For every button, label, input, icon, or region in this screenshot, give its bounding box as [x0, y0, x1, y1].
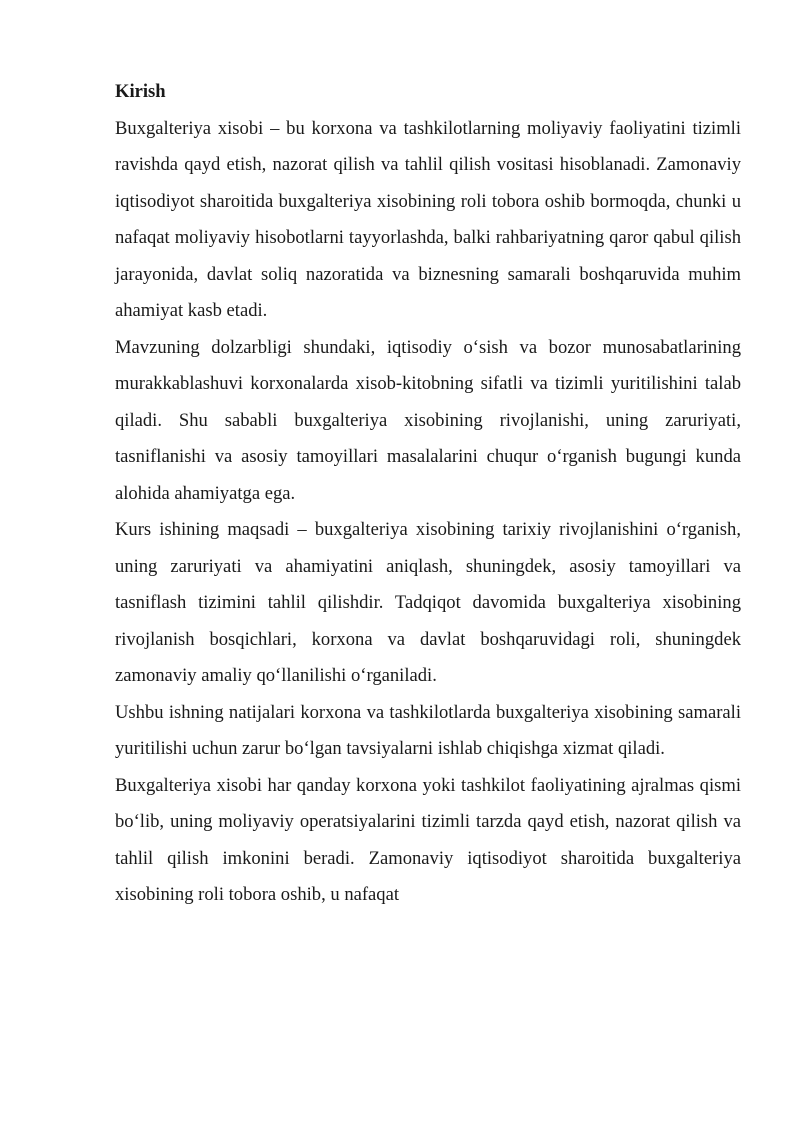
paragraph-continuation: Buxgalteriya xisobi har qanday korxona yoki tashkilot faoliyatining ajralmas qismi bo‘lib, uning moliyaviy operatsiyalarini tizimli tarzda qayd etish, nazorat qilish va tahlil qilish imkonini beradi. Zamonaviy iqtisodiyot sharoitida buxgalteriya xisobining roli tobora oshib, u nafaqat	[115, 774, 741, 905]
paragraph-intro: Buxgalteriya xisobi – bu korxona va tashkilotlarning moliyaviy faoliyatini tizimli ravishda qayd etish, nazorat qilish va tahlil qilish vositasi hisoblanadi. Zamonaviy iqtisodiyot sharoitida buxgalteriya xisobining roli tobora oshib bormoqda, chunki u nafaqat moliyaviy hisobotlarni tayyorlashda, balki rahbariyatning qaror qabul qilish jarayonida, davlat soliq nazoratida va biznesning samarali boshqaruvida muhim ahamiyat kasb etadi.	[115, 117, 741, 321]
paragraph-aim: Kurs ishining maqsadi – buxgalteriya xisobining tarixiy rivojlanishini o‘rganish, uning zaruriyati va ahamiyatini aniqlash, shuningdek, asosiy tamoyillari va tasniflash tizimini tahlil qilishdir. Tadqiqot davomida buxgalteriya xisobining rivojlanish bosqichlari, korxona va davlat boshqaruvidagi roli, shuningdek zamonaviy amaliy qo‘llanilishi o‘rganiladi.	[115, 519, 741, 686]
document-page	[115, 74, 741, 914]
paragraph-relevance: Mavzuning dolzarbligi shundaki, iqtisodiy o‘sish va bozor munosabatlarining murakkablashuvi korxonalarda xisob-kitobning sifatli va tizimli yuritilishini talab qiladi. Shu sababli buxgalteriya xisobining rivojlanishi, uning zaruriyati, tasniflanishi va asosiy tamoyillari masalalarini chuqur o‘rganish bugungi kunda alohida ahamiyatga ega.	[115, 336, 741, 504]
paragraph-results: Ushbu ishning natijalari korxona va tashkilotlarda buxgalteriya xisobining samarali yuritilishi uchun zarur bo‘lgan tavsiyalarni ishlab chiqishga xizmat qiladi.	[115, 701, 741, 759]
section-heading: Kirish	[115, 81, 166, 102]
